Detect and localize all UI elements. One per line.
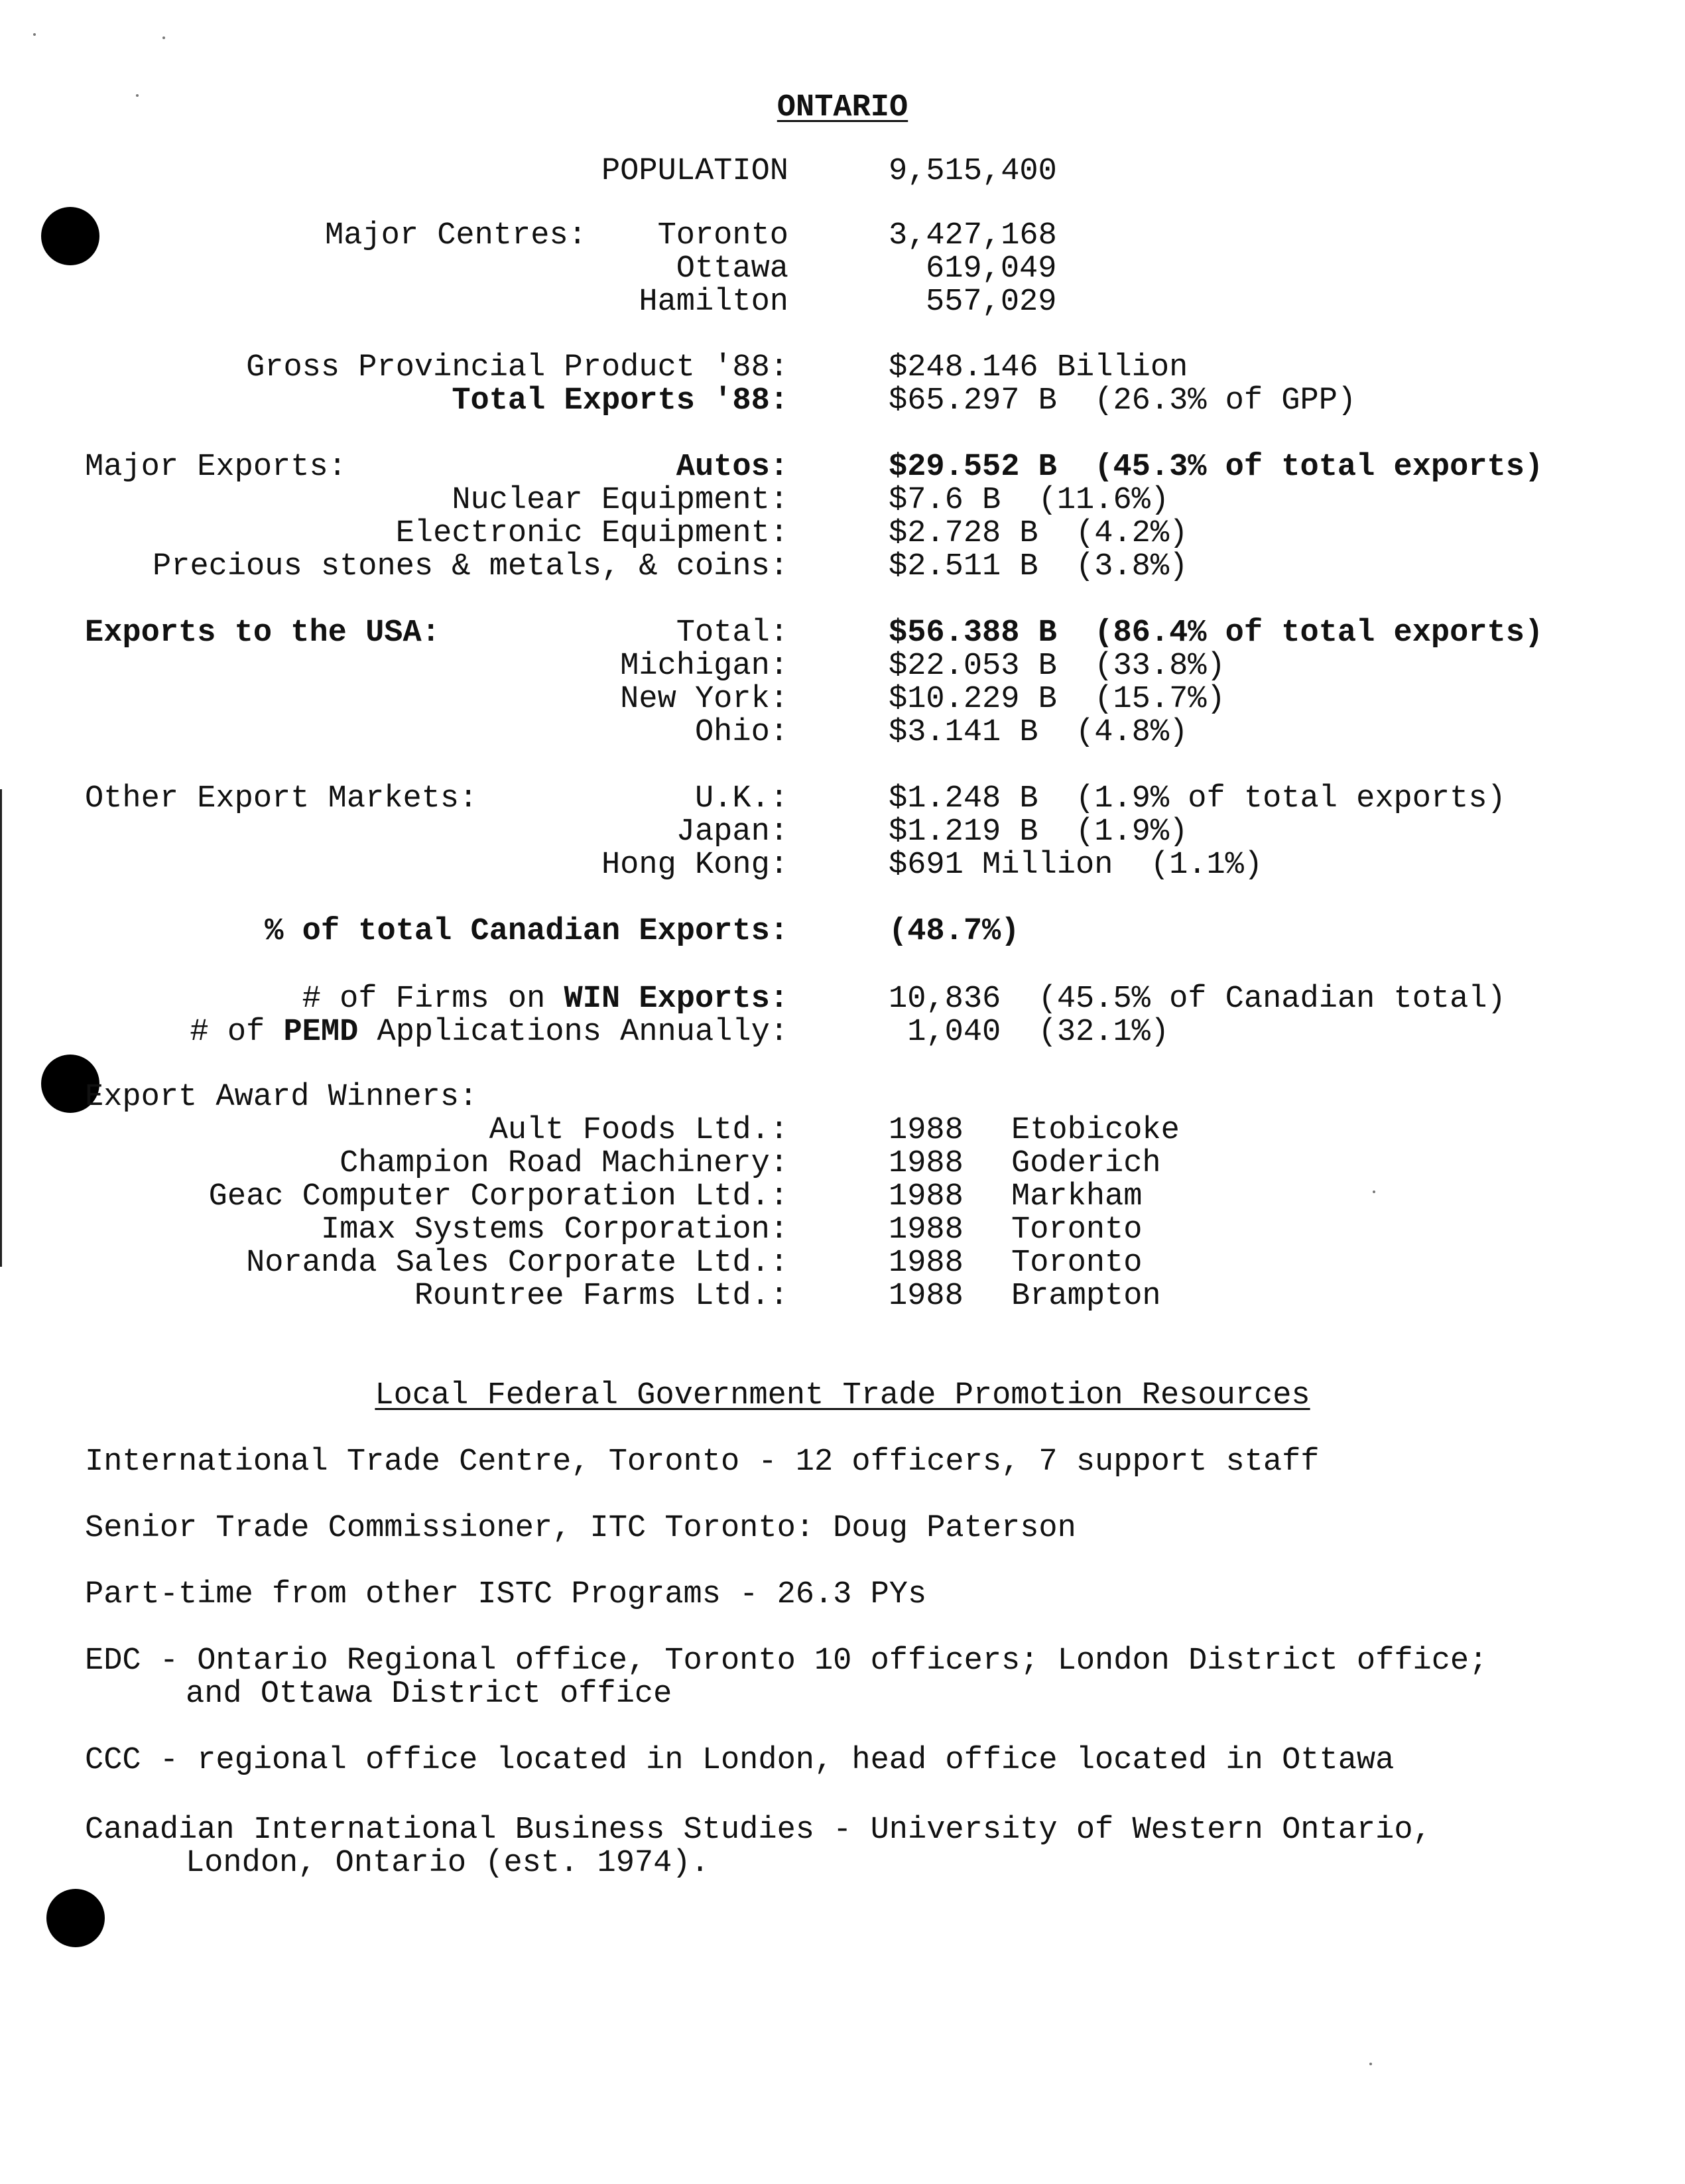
gpp-value: $248.146 Billion: [889, 350, 1188, 385]
usa-item-value: $22.053 B (33.8%): [889, 649, 1225, 684]
winner-name: Ault Foods Ltd.:: [489, 1113, 788, 1148]
scan-speck: [162, 36, 165, 39]
winner-name: Champion Road Machinery:: [340, 1146, 788, 1181]
punch-hole-top: [41, 207, 99, 265]
market-name: Hong Kong:: [601, 848, 788, 883]
centre-name: Ottawa: [676, 251, 788, 287]
firms-win-bold: WIN Exports:: [564, 982, 788, 1017]
firms-win-prefix: # of Firms on: [302, 982, 564, 1017]
resource-edc-line1: EDC - Ontario Regional office, Toronto 10 officers; London District office;: [85, 1643, 1488, 1679]
resource-ccc: CCC - regional office located in London, head office located in Ottawa: [85, 1743, 1395, 1778]
scan-speck: [1373, 1190, 1375, 1193]
major-centres-label: Major Centres:: [325, 218, 587, 253]
resource-parttime: Part-time from other ISTC Programs - 26.3 PYs: [85, 1577, 927, 1612]
market-name: Japan:: [676, 814, 788, 850]
pemd-suffix: Applications Annually:: [358, 1015, 788, 1050]
usa-item-name: New York:: [620, 682, 788, 717]
market-value: $1.248 B (1.9% of total exports): [889, 781, 1506, 816]
export-name: Nuclear Equipment:: [452, 483, 788, 518]
pemd-prefix: # of: [190, 1015, 284, 1050]
resource-cibs-line1: Canadian International Business Studies - University of Western Ontario,: [85, 1813, 1432, 1848]
export-name: Precious stones & metals, & coins:: [153, 549, 788, 584]
export-name: Electronic Equipment:: [395, 516, 788, 551]
population-label: POPULATION: [601, 154, 788, 189]
winner-city: Toronto: [1011, 1212, 1143, 1248]
winner-year: 1988: [889, 1279, 964, 1314]
scan-speck: [33, 33, 36, 36]
usa-item-name: Michigan:: [620, 649, 788, 684]
usa-item-value: $10.229 B (15.7%): [889, 682, 1225, 717]
centre-value: 619,049: [926, 251, 1057, 287]
firms-win-label: [302, 983, 788, 1016]
pemd-value: 1,040 (32.1%): [889, 1015, 1170, 1050]
other-markets-label: Other Export Markets:: [85, 781, 478, 816]
exports-usa-label: Exports to the USA:: [85, 615, 440, 651]
winner-city: Goderich: [1011, 1146, 1161, 1181]
page-title: ONTARIO: [777, 90, 908, 125]
winner-year: 1988: [889, 1212, 964, 1248]
punch-hole-bottom: [46, 1889, 105, 1947]
centre-name: Toronto: [657, 218, 788, 253]
resource-itc: International Trade Centre, Toronto - 12 officers, 7 support staff: [85, 1445, 1320, 1480]
major-exports-label: Major Exports:: [85, 450, 347, 485]
centre-value: 3,427,168: [889, 218, 1057, 253]
centre-name: Hamilton: [639, 285, 788, 320]
firms-win-value: 10,836 (45.5% of Canadian total): [889, 982, 1506, 1017]
award-winners-label: Export Award Winners:: [85, 1080, 478, 1115]
winner-city: Markham: [1011, 1179, 1143, 1214]
winner-city: Etobicoke: [1011, 1113, 1180, 1148]
winner-name: Rountree Farms Ltd.:: [414, 1279, 788, 1314]
usa-item-value: $56.388 B (86.4% of total exports): [889, 615, 1544, 651]
pct-canadian-value: (48.7%): [889, 914, 1020, 949]
resource-edc-line2: and Ottawa District office: [186, 1677, 672, 1712]
winner-year: 1988: [889, 1246, 964, 1281]
winner-year: 1988: [889, 1179, 964, 1214]
scan-speck: [1369, 2063, 1372, 2065]
pct-canadian-label: % of total Canadian Exports:: [265, 914, 788, 949]
winner-city: Toronto: [1011, 1246, 1143, 1281]
usa-item-name: Ohio:: [694, 715, 788, 750]
total-exports-label: Total Exports '88:: [452, 383, 788, 418]
winner-name: Noranda Sales Corporate Ltd.:: [246, 1246, 788, 1281]
market-name: U.K.:: [694, 781, 788, 816]
resource-cibs-line2: London, Ontario (est. 1974).: [186, 1846, 710, 1881]
pemd-bold: PEMD: [283, 1015, 359, 1050]
market-value: $691 Million (1.1%): [889, 848, 1263, 883]
market-value: $1.219 B (1.9%): [889, 814, 1188, 850]
resource-commissioner: Senior Trade Commissioner, ITC Toronto: Doug Paterson: [85, 1511, 1076, 1546]
centre-value: 557,029: [926, 285, 1057, 320]
total-exports-value: $65.297 B (26.3% of GPP): [889, 383, 1357, 418]
winner-name: Imax Systems Corporation:: [320, 1212, 788, 1248]
scan-edge-line: [0, 789, 2, 1267]
export-value: $29.552 B (45.3% of total exports): [889, 450, 1544, 485]
pemd-label: [190, 1016, 788, 1049]
usa-item-value: $3.141 B (4.8%): [889, 715, 1188, 750]
export-value: $2.728 B (4.2%): [889, 516, 1188, 551]
usa-item-name: Total:: [676, 615, 788, 651]
gpp-label: Gross Provincial Product '88:: [246, 350, 788, 385]
export-value: $7.6 B (11.6%): [889, 483, 1170, 518]
winner-year: 1988: [889, 1113, 964, 1148]
population-value: 9,515,400: [889, 154, 1057, 189]
winner-year: 1988: [889, 1146, 964, 1181]
export-value: $2.511 B (3.8%): [889, 549, 1188, 584]
export-name: Autos:: [676, 450, 788, 485]
winner-name: Geac Computer Corporation Ltd.:: [208, 1179, 788, 1214]
winner-city: Brampton: [1011, 1279, 1161, 1314]
resources-heading: Local Federal Government Trade Promotion Resources: [375, 1378, 1310, 1413]
